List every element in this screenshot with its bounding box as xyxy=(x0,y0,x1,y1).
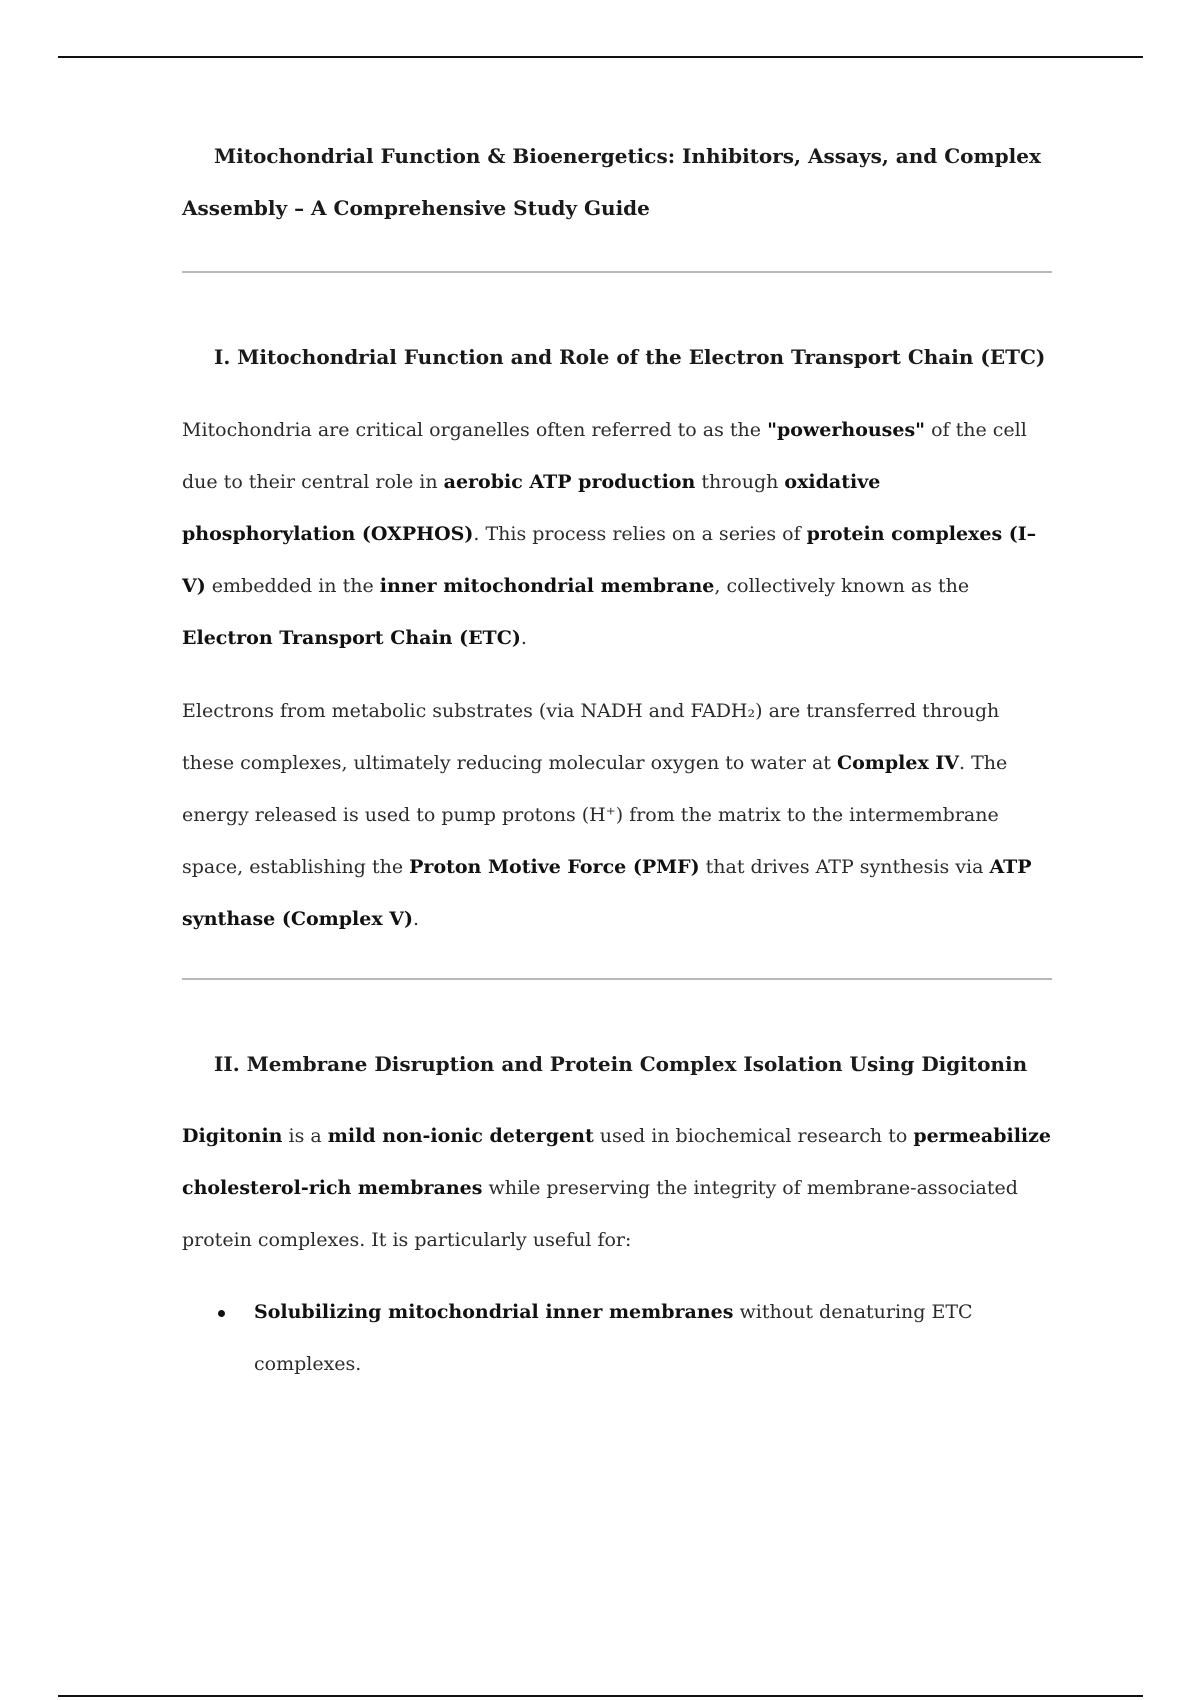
section-1-paragraph-2: Electrons from metabolic substrates (via NADH and FADH₂) are transferred through these complexes, ultimately reducing molecular oxygen to water at Complex IV. The energy released is used to pump protons (H⁺) from the matrix to the intermembrane space, establishing the Proton Motive Force (PMF) that drives ATP synthesis via ATP synthase (Complex V). xyxy=(182,700,1032,930)
page-bottom-rule xyxy=(58,1695,1143,1697)
list-item: Solubilizing mitochondrial inner membranes without denaturing ETC complexes. xyxy=(182,1286,984,1390)
section-heading-2: II. Membrane Disruption and Protein Complex Isolation Using Digitonin xyxy=(214,1052,1028,1076)
bullet-icon xyxy=(218,1310,225,1317)
section-divider xyxy=(182,271,1052,273)
document-title: Mitochondrial Function & Bioenergetics: Inhibitors, Assays, and Complex Assembly – A Comprehensive Study Guide xyxy=(182,144,1041,220)
section-2-paragraph-1: Digitonin is a mild non-ionic detergent used in biochemical research to permeabilize cholesterol-rich membranes while preserving the integrity of membrane-associated protein complexes. It is particularly useful for: xyxy=(182,1125,1052,1251)
bullet-list xyxy=(182,1286,1052,1390)
section-1-paragraph-1: Mitochondria are critical organelles often referred to as the "powerhouses" of the cell due to their central role in aerobic ATP production through oxidative phosphorylation (OXPHOS). This process relies on a series of protein complexes (I–V) embedded in the inner mitochondrial membrane, collectively known as the Electron Transport Chain (ETC). xyxy=(182,419,1037,649)
section-divider xyxy=(182,978,1052,980)
section-heading-1: I. Mitochondrial Function and Role of the Electron Transport Chain (ETC) xyxy=(214,345,1046,369)
page-top-rule xyxy=(58,56,1143,58)
